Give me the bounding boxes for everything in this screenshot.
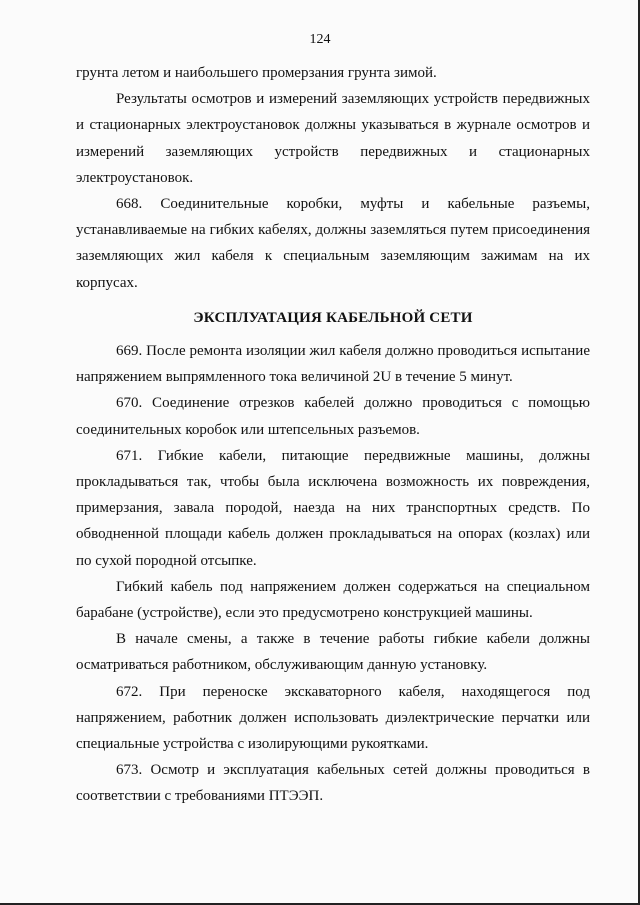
section-title: ЭКСПЛУАТАЦИЯ КАБЕЛЬНОЙ СЕТИ [193,309,473,326]
paragraph-673: 673. Осмотр и эксплуатация кабельных сетей должны проводиться в соответствии с требованиями ПТЭЭП. [76,762,590,805]
paragraph-shift-inspection: В начале смены, а также в течение работы гибкие кабели должны осматриваться работником, обслуживающим данную установку. [76,631,590,674]
paragraph-670: 670. Соединение отрезков кабелей должно проводиться с помощью соединительных коробок или штепсельных разъемов. [76,395,590,438]
paragraph-continuation: грунта летом и наибольшего промерзания грунта зимой. [76,65,437,81]
paragraph-flexible-cable-drum: Гибкий кабель под напряжением должен содержаться на специальном барабане (устройстве), если это предусмотрено конструкцией машины. [76,578,590,622]
paragraph-671: 671. Гибкие кабели, питающие передвижные машины, должны прокладываться так, чтобы была исключена возможность их повреждения, примерзания, завала породой, наезда на них транспортных средств. По обводненной площади кабель должен прокладываться на опорах (козлах) или по сухой породной отсыпке. [76,447,590,569]
document-body [76,60,590,810]
paragraph-672: 672. При переноске экскаваторного кабеля, находящегося под напряжением, работник должен использовать диэлектрические перчатки или специальные устройства с изолирующими рукоятками. [76,683,590,753]
paragraph-inspection-results: Результаты осмотров и измерений заземляющих устройств передвижных и стационарных электроустановок должны указываться в журнале осмотров и измерений заземляющих устройств передвижных и стационарных электроустановок. [76,91,590,186]
paragraph-668: 668. Соединительные коробки, муфты и кабельные разъемы, устанавливаемые на гибких кабелях, должны заземляться путем присоединения заземляющих жил кабеля к специальным заземляющим зажимам на их корпусах. [76,196,590,291]
page-number: 124 [309,32,331,47]
paragraph-669: 669. После ремонта изоляции жил кабеля должно проводиться испытание напряжением выпрямленного тока величиной 2U в течение 5 минут. [76,343,590,386]
